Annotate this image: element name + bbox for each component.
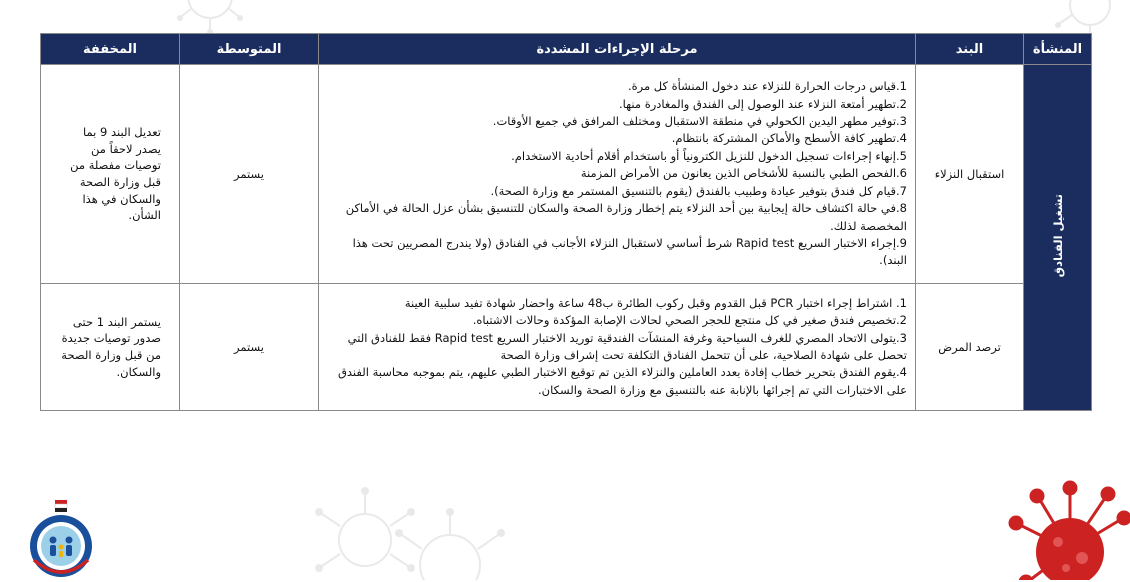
header-low-phase: المخففة [41, 34, 180, 65]
measure-item: 8.في حالة اكتشاف حالة إيجابية بين أحد النزلاء يتم إخطار وزارة الصحة والسكان للتنسيق بشأن عزل الحالة في الأماكن المخصصة لذلك. [345, 201, 907, 233]
strict-measures-cell [319, 65, 916, 284]
table-row [41, 284, 1092, 411]
measure-item: 4.تطهير كافة الأسطح والأماكن المشتركة بانتظام. [671, 131, 907, 146]
measure-item: 9.إجراء الاختبار السريع Rapid test شرط أساسي لاستقبال النزلاء الأجانب في الفنادق (ولا يندرج المصريين تحت هذا البند). [352, 235, 907, 268]
procedures-table [40, 33, 1092, 411]
measure-item: 6.الفحص الطبي بالنسبة للأشخاص الذين يعانون من الأمراض المزمنة [580, 166, 907, 181]
medium-phase-cell: يستمر [180, 65, 319, 284]
table-row [41, 65, 1092, 284]
ministry-logo [22, 500, 100, 582]
red-virus-icon [990, 470, 1130, 580]
header-medium-phase: المتوسطة [180, 34, 319, 65]
measure-item: 2.تخصيص فندق صغير في كل منتجع للحجر الصحي لحالات الإصابة المؤكدة وحالات الاشتباه. [472, 313, 907, 328]
measure-item: 2.تطهير أمتعة النزلاء عند الوصول إلى الفندق والمغادرة منها. [618, 96, 907, 111]
virus-decoration-icon [380, 505, 520, 580]
low-phase-cell: يستمر البند 1 حتى صدور توصيات جديدة من قبل وزارة الصحة والسكان. [41, 284, 180, 411]
measure-item: 4.يقوم الفندق بتحرير خطاب إفادة بعدد العاملين والنزلاء الذين تم توقيع الاختبار الطبي عليهم، يتم بموجبه محاسبة الفندق على الاختبارات التي تم إجرائها بالإنابة عنه بالتنسيق مع وزارة الصحة والسكان. [337, 365, 907, 397]
medium-phase-cell: يستمر [180, 284, 319, 411]
strict-measures-cell [319, 284, 916, 411]
measure-item: 1.قياس درجات الحرارة للنزلاء عند دخول المنشأة كل مرة. [627, 79, 907, 94]
item-cell: استقبال النزلاء [916, 65, 1024, 284]
measure-item: 3.يتولى الاتحاد المصري للغرف السياحية وغرفة المنشآت الفندقية توريد الاختبار السريع Rapid test فقط للفنادق التي تحصل على شهادة الصلاحية، على أن تتحمل الفنادق التكلفة تحت إشراف وزارة الصحة [347, 330, 907, 362]
header-facility: المنشأة [1024, 34, 1092, 65]
measure-item: 1. اشتراط إجراء اختبار PCR قبل القدوم وقبل ركوب الطائرة ب48 ساعة واحضار شهادة تفيد سلبية العينة [404, 295, 907, 310]
ministry-logo-emblem [22, 500, 100, 578]
measure-item: 7.قيام كل فندق بتوفير عيادة وطبيب بالفندق (يقوم بالتنسيق المستمر مع وزارة الصحة). [490, 183, 907, 198]
header-strict-phase: مرحلة الإجراءات المشددة [319, 34, 916, 65]
measure-item: 5.إنهاء إجراءات تسجيل الدخول للنزيل الكترونياً أو باستخدام أقلام أحادية الاستخدام. [511, 148, 907, 163]
facility-cell [1024, 65, 1092, 411]
measure-item: 3.توفير مطهر اليدين الكحولي في منطقة الاستقبال ومختلف المرافق في جميع الأوقات. [492, 114, 907, 129]
facility-label: تشغيل الفنادق [1050, 194, 1065, 278]
table-header-row [41, 34, 1092, 65]
low-phase-cell: تعديل البند 9 بما يصدر لاحقاً من توصيات مفصلة من قبل وزارة الصحة والسكان في هذا الشأن. [41, 65, 180, 284]
header-item: البند [916, 34, 1024, 65]
item-cell: ترصد المرض [916, 284, 1024, 411]
